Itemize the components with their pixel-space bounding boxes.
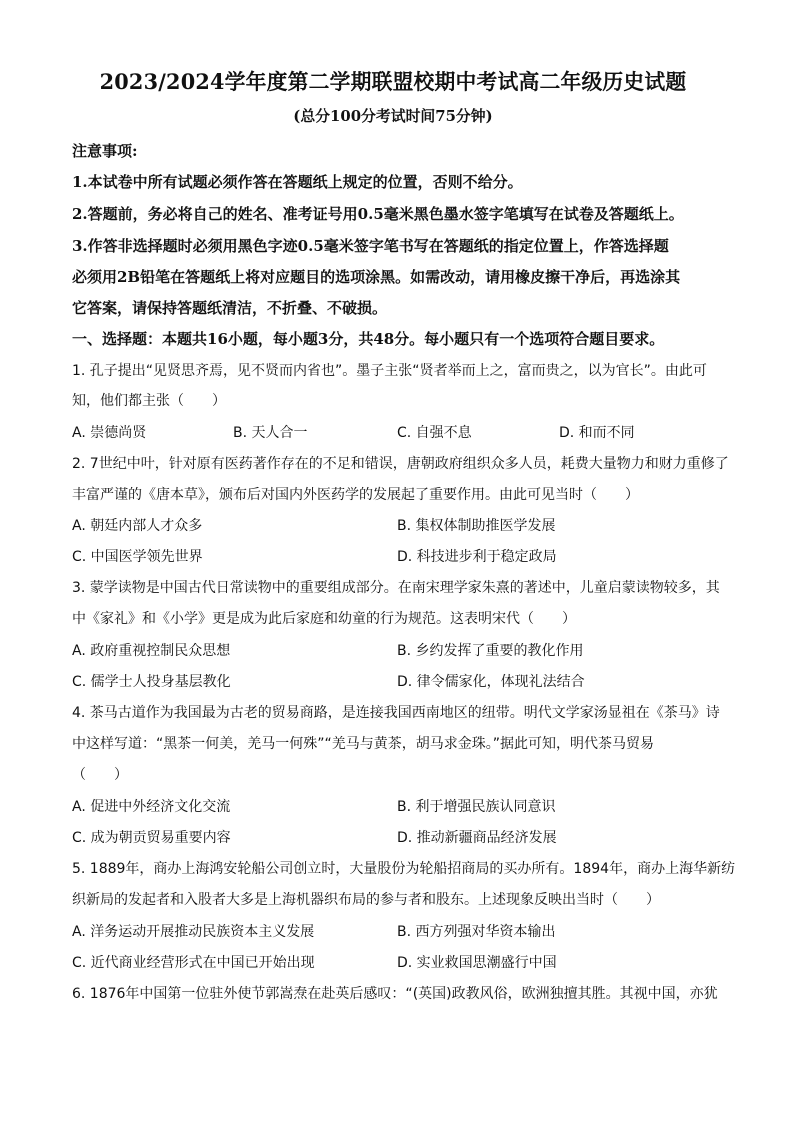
notes-item: 1.本试卷中所有试题必须作答在答题纸上规定的位置，否则不给分。 [72,173,523,191]
option-d: D. 推动新疆商品经济发展 [397,830,557,846]
option-a: A. 洋务运动开展推动民族资本主义发展 [72,924,315,940]
option-c: C. 中国医学领先世界 [72,549,203,565]
option-a: A. 崇德尚贤 [72,425,147,441]
option-b: B. 天人合一 [233,425,308,441]
notes-item: 它答案，请保持答题纸清洁，不折叠、不破损。 [72,299,388,317]
option-b: B. 西方列强对华资本输出 [397,924,556,940]
option-d: D. 科技进步利于稳定政局 [397,549,557,565]
question-text: 4. 茶马古道作为我国最为古老的贸易商路，是连接我国西南地区的纽带。明代文学家汤显祖在《茶马》诗 [72,705,720,721]
option-a: A. 政府重视控制民众思想 [72,643,231,659]
notes-heading: 注意事项: [72,142,138,160]
section-heading: 一、选择题：本题共16小题，每小题3分，共48分。每小题只有一个选项符合题目要求。 [72,330,665,348]
question-text: 织新局的发起者和入股者大多是上海机器织布局的参与者和股东。上述现象反映出当时（ ） [72,892,660,908]
option-a: A. 促进中外经济文化交流 [72,799,231,815]
option-c: C. 近代商业经营形式在中国已开始出现 [72,955,315,971]
option-c: C. 儒学士人投身基层教化 [72,674,231,690]
question-text: 中《家礼》和《小学》更是成为此后家庭和幼童的行为规范。这表明宋代（ ） [72,611,576,627]
option-b: B. 乡约发挥了重要的教化作用 [397,643,584,659]
option-b: B. 利于增强民族认同意识 [397,799,556,815]
question-text: 丰富严谨的《唐本草》，颁布后对国内外医药学的发展起了重要作用。由此可见当时（ ） [72,487,639,503]
question-text: 中这样写道：“黑茶一何美，羌马一何殊”“羌马与黄茶，胡马求金珠。”据此可知，明代茶马贸易 [72,736,655,752]
notes-item: 3.作答非选择题时必须用黑色字迹0.5毫米签字笔书写在答题纸的指定位置上，作答选择题 [72,237,669,255]
option-d: D. 实业救国思潮盛行中国 [397,955,557,971]
option-d: D. 和而不同 [559,425,635,441]
notes-item: 必须用2B铅笔在答题纸上将对应题目的选项涂黑。如需改动，请用橡皮擦干净后，再选涂其 [72,268,681,286]
question-text: 5. 1889年，商办上海鸿安轮船公司创立时，大量股份为轮船招商局的买办所有。1894年，商办上海华新纺 [72,861,736,877]
option-c: C. 自强不息 [397,425,472,441]
exam-title: 2023/2024学年度第二学期联盟校期中考试高二年级历史试题 [99,69,687,94]
exam-subtitle: (总分100分考试时间75分钟) [293,107,493,125]
question-text: 知，他们都主张（ ） [72,393,226,409]
question-text: （ ） [72,767,128,783]
question-text: 3. 蒙学读物是中国古代日常读物中的重要组成部分。在南宋理学家朱熹的著述中，儿童启蒙读物较多，其 [72,580,720,596]
question-text: 1. 孔子提出“见贤思齐焉，见不贤而内省也”。墨子主张“贤者举而上之，富而贵之，以为官长”。由此可 [72,363,707,379]
option-b: B. 集权体制助推医学发展 [397,518,556,534]
option-c: C. 成为朝贡贸易重要内容 [72,830,231,846]
question-text: 2. 7世纪中叶，针对原有医药著作存在的不足和错误，唐朝政府组织众多人员，耗费大量物力和财力重修了 [72,456,729,472]
option-d: D. 律令儒家化，体现礼法结合 [397,674,585,690]
notes-item: 2.答题前，务必将自己的姓名、准考证号用0.5毫米黑色墨水签字笔填写在试卷及答题纸上。 [72,205,684,223]
question-text: 6. 1876年中国第一位驻外使节郭嵩焘在赴英后感叹：“(英国)政教风俗，欧洲独擅其胜。其视中国，亦犹 [72,986,718,1002]
option-a: A. 朝廷内部人才众多 [72,518,203,534]
